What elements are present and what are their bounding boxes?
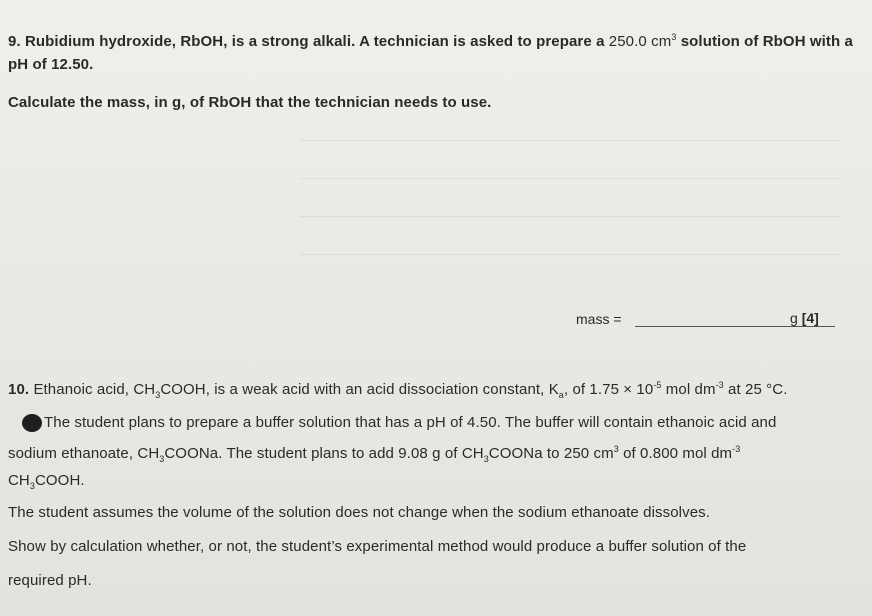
q10-line-3: sodium ethanoate, $CH_3COONa$. The student plans to add 9.08 g of $CH_3COONa$ to 250 $cm^3$ of 0.800 mol $dm^{-3}$ [8, 444, 741, 464]
q10-line-7: required pH. [8, 572, 92, 589]
faint-rule [300, 254, 840, 255]
ink-blot [22, 414, 42, 432]
q9-line-3: Calculate the mass, in g, of RbOH that the technician needs to use. [8, 94, 492, 111]
answer-label: mass = [576, 311, 622, 327]
q9-marks: g [4] [790, 310, 819, 326]
q10-line-4: $CH_3COOH$. [8, 472, 85, 491]
faint-rule [300, 140, 840, 141]
q9-line-2: pH of 12.50. [8, 56, 94, 73]
q10-line-1: 10. Ethanoic acid, $CH_3COOH$, is a weak acid with an acid dissociation constant, $K_a$, of $1.75 \times 10^{-5}$ mol $dm^{-3}$ at 25 °C. [8, 380, 788, 400]
q10-line-6: Show by calculation whether, or not, the student’s experimental method would produce a buffer solution of the [8, 538, 747, 555]
faint-rule [300, 216, 840, 217]
q10-line-2: The student plans to prepare a buffer solution that has a pH of 4.50. The buffer will contain ethanoic acid and [44, 414, 777, 431]
faint-rule [300, 178, 840, 179]
q9-line-1: 9. Rubidium hydroxide, RbOH, is a strong alkali. A technician is asked to prepare a 250.0 $cm^3$ solution of RbOH with a [8, 32, 853, 50]
q10-line-5: The student assumes the volume of the solution does not change when the sodium ethanoate dissolves. [8, 504, 711, 521]
